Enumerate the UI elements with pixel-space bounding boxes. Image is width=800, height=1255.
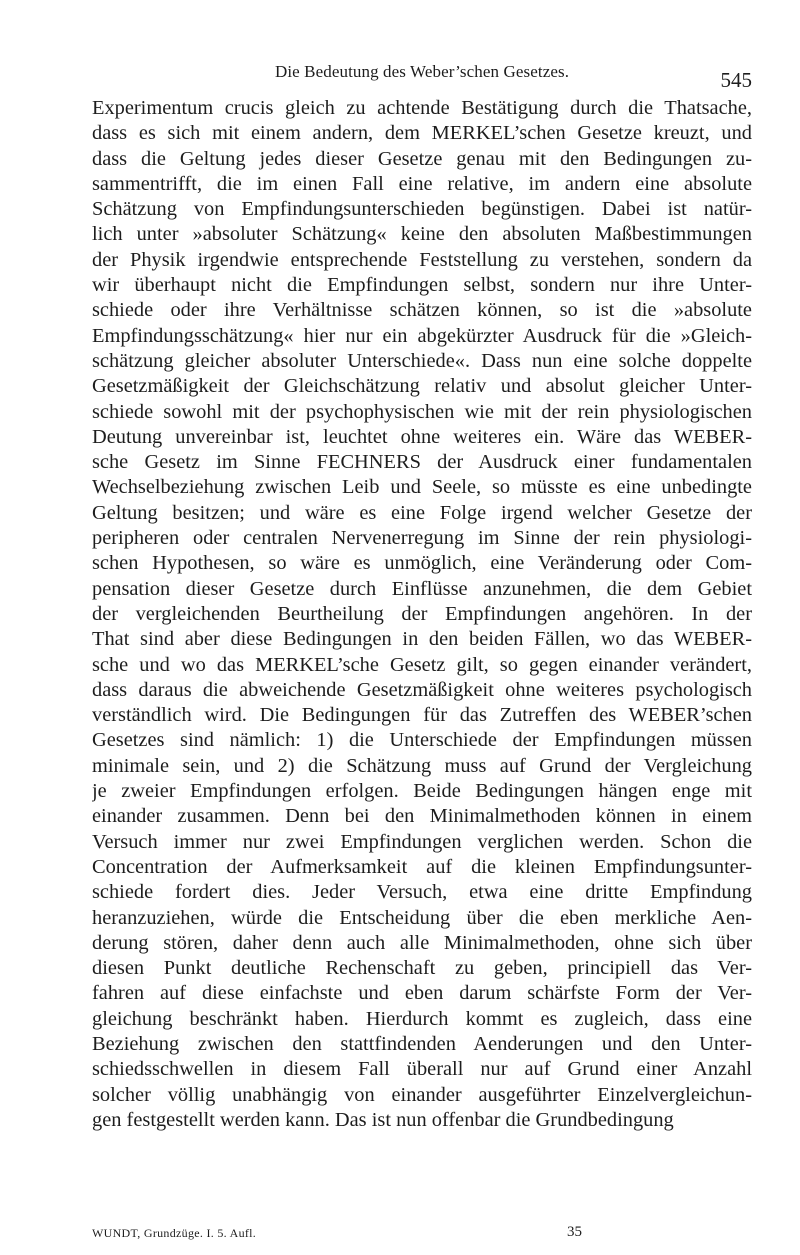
text-line: einander zusammen. Denn bei den Minimalmethoden können in einem (92, 805, 752, 828)
text-line: Beziehung zwischen den stattfindenden Aenderungen und den Unter- (92, 1032, 752, 1055)
text-line: dass daraus die abweichende Gesetzmäßigkeit ohne weiteres psychologisch (92, 678, 752, 701)
text-line: minimale sein, und 2) die Schätzung muss auf Grund der Vergleichung (92, 754, 752, 777)
text-line: Gesetzmäßigkeit der Gleichschätzung relativ und absolut gleicher Unter- (92, 375, 752, 398)
text-line: dass es sich mit einem andern, dem MERKEL’schen Gesetze kreuzt, und (92, 122, 752, 145)
text-line: derung stören, daher denn auch alle Minimalmethoden, ohne sich über (92, 931, 752, 954)
page-footer (92, 1222, 752, 1246)
text-line: wir überhaupt nicht die Empfindungen selbst, sondern nur ihre Unter- (92, 274, 752, 297)
text-line: Experimentum crucis gleich zu achtende Bestätigung durch die Thatsache, (92, 97, 752, 119)
text-line: pensation dieser Gesetze durch Einflüsse anzunehmen, die dem Gebiet (92, 577, 752, 600)
text-line: That sind aber diese Bedingungen in den beiden Fällen, wo das WEBER- (92, 628, 752, 651)
text-line: Schätzung von Empfindungsunterschieden begünstigen. Dabei ist natür- (92, 198, 752, 221)
text-line: Concentration der Aufmerksamkeit auf die kleinen Empfindungsunter- (92, 855, 752, 878)
page-header (92, 62, 752, 92)
text-line: verständlich wird. Die Bedingungen für das Zutreffen des WEBER’schen (92, 704, 752, 727)
text-line: je zweier Empfindungen erfolgen. Beide Bedingungen hängen enge mit (92, 780, 752, 803)
text-line: gleichung beschränkt haben. Hierdurch kommt es zugleich, dass eine (92, 1007, 752, 1030)
text-line: gen festgestellt werden kann. Das ist nun offenbar die Grundbedingung (92, 1108, 674, 1131)
text-line: der vergleichenden Beurtheilung der Empfindungen angehören. In der (92, 602, 752, 625)
sheet-number: 35 (567, 1224, 582, 1240)
text-line: schiedsschwellen in diesem Fall überall nur auf Grund einer Anzahl (92, 1058, 752, 1081)
text-line: Wechselbeziehung zwischen Leib und Seele, so müsste es eine unbedingte (92, 476, 752, 499)
text-line: Deutung unvereinbar ist, leuchtet ohne weiteres ein. Wäre das WEBER- (92, 425, 752, 448)
text-line: diesen Punkt deutliche Rechenschaft zu geben, principiell das Ver- (92, 957, 752, 980)
text-line: schen Hypothesen, so wäre es unmöglich, eine Veränderung oder Com- (92, 552, 752, 575)
text-line: sammentrifft, die im einen Fall eine relative, im andern eine absolute (92, 172, 752, 195)
running-title: Die Bedeutung des Weber’schen Gesetzes. (274, 62, 570, 81)
text-line: schiede sowohl mit der psychophysischen wie mit der rein physiologischen (92, 400, 752, 423)
text-line: peripheren oder centralen Nervenerregung im Sinne der rein physiologi- (92, 527, 752, 550)
text-line: schiede fordert dies. Jeder Versuch, etwa eine dritte Empfindung (92, 881, 752, 904)
text-line: lich unter »absoluter Schätzung« keine den absoluten Maßbestimmungen (92, 223, 752, 246)
text-line: solcher völlig unabhängig von einander ausgeführter Einzelvergleichun- (92, 1083, 752, 1106)
text-line: der Physik irgendwie entsprechende Feststellung zu verstehen, sondern da (92, 248, 752, 271)
text-line: schiede oder ihre Verhältnisse schätzen können, so ist die »absolute (92, 299, 752, 322)
text-line: dass die Geltung jedes dieser Gesetze genau mit den Bedingungen zu- (92, 147, 752, 170)
footer-note: WUNDT, Grundzüge. I. 5. Aufl. (92, 1226, 257, 1240)
page-number: 545 (720, 68, 752, 92)
text-line: sche Gesetz im Sinne FECHNERS der Ausdruck einer fundamentalen (92, 451, 752, 474)
text-line: Versuch immer nur zwei Empfindungen verglichen werden. Schon die (92, 830, 752, 853)
text-line: sche und wo das MERKEL’sche Gesetz gilt, so gegen einander verändert, (92, 653, 752, 676)
text-line: Empfindungsschätzung« hier nur ein abgekürzter Ausdruck für die »Gleich- (92, 324, 752, 347)
body-text (92, 96, 752, 1133)
text-line: heranzuziehen, würde die Entscheidung über die eben merkliche Aen- (92, 906, 752, 929)
text-line: fahren auf diese einfachste und eben darum schärfste Form der Ver- (92, 982, 752, 1005)
text-line: schätzung gleicher absoluter Unterschiede«. Dass nun eine solche doppelte (92, 349, 752, 372)
text-line: Gesetzes sind nämlich: 1) die Unterschiede der Empfindungen müssen (92, 729, 752, 752)
text-line: Geltung besitzen; und wäre es eine Folge irgend welcher Gesetze der (92, 501, 752, 524)
